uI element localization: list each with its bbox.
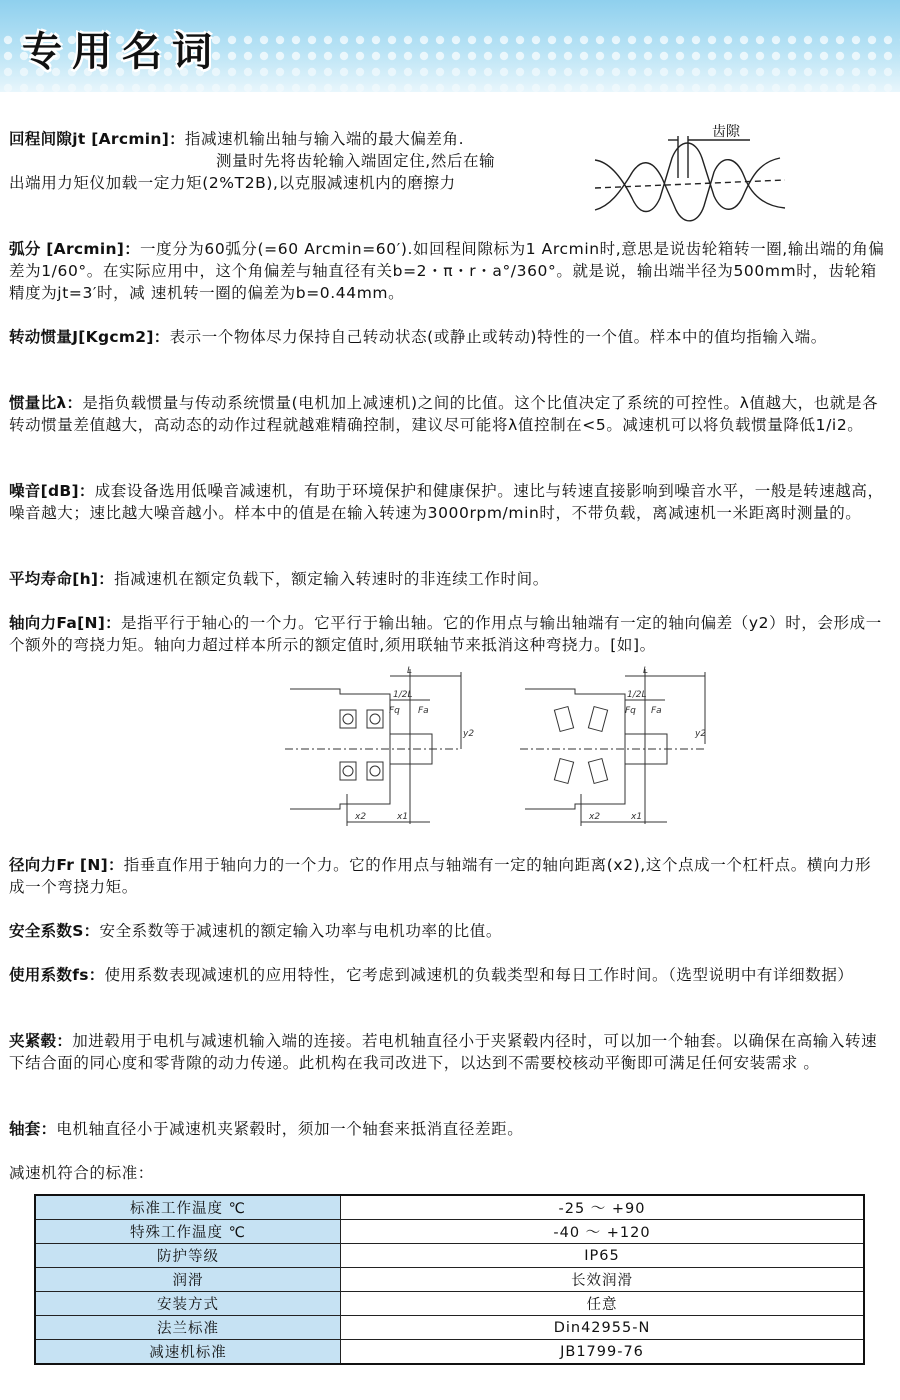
term-safety-factor (9, 920, 887, 942)
term-life (9, 568, 887, 590)
table-row (35, 1340, 864, 1365)
ball-3 (343, 766, 353, 776)
backlash-label: 齿隙 (712, 124, 740, 140)
standards-table (34, 1194, 865, 1365)
table-cell-value: 任意 (341, 1292, 865, 1316)
term-inertia (9, 326, 887, 348)
table-cell-value: IP65 (341, 1244, 865, 1268)
term-label: 轴向力Fa[N]： (9, 614, 121, 632)
gear-tooth-lower (595, 160, 785, 221)
term-text: 出端用力矩仪加载一定力矩(2%T2B),以克服减速机内的磨擦力 (9, 174, 456, 192)
force-diagram (285, 664, 725, 834)
term-text: 一度分为60弧分(=60 Arcmin=60′).如回程间隙标为1 Arcmin时,意思是说齿轮箱转一圈,输出端的角偏差为1/60°。在实际应用中，这个角偏差与轴直径有关b=2・π・r・a°/360°。就是说，输出端半径为500mm时，齿轮箱精度为jt=3′时，减 速机转一圈的偏差为b=0.44mm。 (9, 240, 885, 302)
roller-4 (588, 759, 607, 784)
term-label: 回程间隙jt [Arcmin]： (9, 130, 185, 148)
bearing-left-4 (367, 762, 383, 780)
term-text: 电机轴直径小于减速机夹紧毂时，须加一个轴套来抵消直径差距。 (56, 1120, 524, 1138)
term-label: 惯量比λ： (9, 394, 83, 412)
term-arcmin (9, 238, 887, 304)
roller-2 (588, 707, 607, 732)
label-Fq: Fq (389, 706, 400, 716)
standards-heading: 减速机符合的标准： (9, 1164, 154, 1182)
table-cell-value: -40 ～ +120 (341, 1220, 865, 1244)
label-Fa-right: Fa (651, 706, 662, 716)
label-x1-right: x1 (631, 812, 643, 822)
term-label: 弧分 [Arcmin]： (9, 240, 140, 258)
ball-2 (370, 714, 380, 724)
term-label: 使用系数fs： (9, 966, 105, 984)
term-radial-force (9, 854, 887, 898)
table-row (35, 1292, 864, 1316)
term-label: 平均寿命[h]： (9, 570, 115, 588)
table-cell-label: 润滑 (35, 1268, 341, 1292)
table-cell-label: 特殊工作温度 ℃ (35, 1220, 341, 1244)
label-L-right: L (643, 666, 649, 676)
table-row (35, 1316, 864, 1340)
bearing-left-2 (367, 710, 383, 728)
term-text: 指垂直作用于轴向力的一个力。它的作用点与轴端有一定的轴向距离(x2),这个点成一个杠杆点。横向力形成一个弯挠力矩。 (9, 856, 872, 896)
term-label: 噪音[dB]： (9, 482, 95, 500)
term-sleeve (9, 1118, 887, 1140)
term-axial-force (9, 612, 887, 656)
term-text: 是指负载惯量与传动系统惯量(电机加上减速机)之间的比值。这个比值决定了系统的可控性。λ值越大，也就是各转动惯量差值越大，高动态的动作过程就越难精确控制，建议尽可能将λ值控制在<5。减速机可以将负载惯量降低1/i2。 (9, 394, 879, 434)
term-text: 指减速机在额定负载下，额定输入转速时的非连续工作时间。 (114, 570, 549, 588)
table-cell-label: 防护等级 (35, 1244, 341, 1268)
table-row (35, 1195, 864, 1220)
label-x2: x2 (355, 812, 367, 822)
term-text: 是指平行于轴心的一个力。它平行于输出轴。它的作用点与输出轴端有一定的轴向偏差（y2）时，会形成一个额外的弯挠力矩。轴向力超过样本所示的额定值时,须用联轴节来抵消这种弯挠力。[如]。 (9, 614, 882, 654)
term-label: 轴套： (9, 1120, 57, 1138)
term-label: 安全系数S： (9, 922, 100, 940)
term-text: 指减速机输出轴与输入端的最大偏差角. (184, 130, 465, 148)
label-y2-right: y2 (695, 729, 707, 739)
page-title: 专用名词 (22, 28, 222, 75)
term-text: 安全系数等于减速机的额定输入功率与电机功率的比值。 (99, 922, 502, 940)
term-inertia-ratio (9, 392, 887, 436)
term-label: 夹紧毂： (9, 1032, 73, 1050)
table-cell-value: Din42955-N (341, 1316, 865, 1340)
table-cell-value: -25 ～ +90 (341, 1195, 865, 1220)
table-row (35, 1220, 864, 1244)
term-service-factor (9, 964, 887, 986)
label-half-L: 1/2L (393, 690, 413, 700)
label-x2-right: x2 (589, 812, 601, 822)
label-half-L-right: 1/2L (627, 690, 647, 700)
term-label: 径向力Fr [N]： (9, 856, 124, 874)
roller-1 (554, 707, 573, 732)
gear-backlash-diagram (590, 118, 790, 228)
term-clamp-hub (9, 1030, 887, 1074)
table-row (35, 1268, 864, 1292)
term-text: 加进毂用于电机与减速机输入端的连接。若电机轴直径小于夹紧毂内径时，可以加一个轴套。以确保在高输入转速下结合面的同心度和零背隙的动力传递。此机构在我司改进下，以达到不需要校核动平衡即可满足任何安装需求 。 (9, 1032, 878, 1072)
label-Fa: Fa (418, 706, 429, 716)
ball-1 (343, 714, 353, 724)
table-cell-value: 长效润滑 (341, 1268, 865, 1292)
table-cell-label: 法兰标准 (35, 1316, 341, 1340)
term-text: 成套设备选用低噪音减速机，有助于环境保护和健康保护。速比与转速直接影响到噪音水平，一般是转速越高，噪音越大；速比越大噪音越小。样本中的值是在输入转速为3000rpm/min时，不带负载，离减速机一米距离时测量的。 (9, 482, 884, 522)
bearing-left-3 (340, 762, 356, 780)
table-cell-value: JB1799-76 (341, 1340, 865, 1365)
ball-4 (370, 766, 380, 776)
table-cell-label: 标准工作温度 ℃ (35, 1195, 341, 1220)
label-Fq-right: Fq (625, 706, 636, 716)
term-text: 使用系数表现减速机的应用特性，它考虑到减速机的负载类型和每日工作时间。（选型说明中有详细数据） (104, 966, 854, 984)
roller-3 (554, 759, 573, 784)
table-cell-label: 安装方式 (35, 1292, 341, 1316)
bearing-left-1 (340, 710, 356, 728)
term-text: 测量时先将齿轮输入端固定住,然后在输 (216, 152, 496, 170)
term-label: 转动惯量J[Kgcm2]： (9, 328, 170, 346)
term-text: 表示一个物体尽力保持自己转动状态(或静止或转动)特性的一个值。样本中的值均指输入端。 (169, 328, 827, 346)
header-banner (0, 0, 900, 92)
label-L: L (407, 666, 413, 676)
term-noise (9, 480, 887, 524)
table-row (35, 1244, 864, 1268)
table-cell-label: 减速机标准 (35, 1340, 341, 1365)
label-y2: y2 (463, 729, 475, 739)
label-x1: x1 (397, 812, 409, 822)
